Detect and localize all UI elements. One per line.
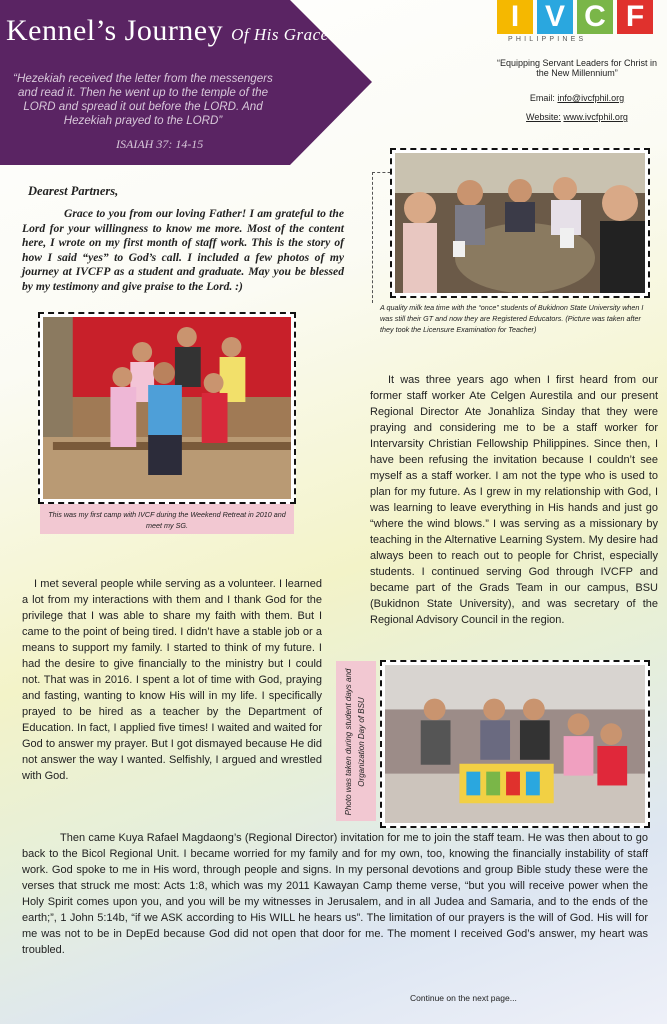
logo-subtitle: PHILIPPINES [508,36,587,43]
photo-milk-tea [390,148,650,298]
page-title [6,14,329,48]
tagline: “Equipping Servant Leaders for Christ in the New Millennium” [496,58,658,78]
greeting: Dearest Partners, [28,184,119,198]
caption-first-camp: This was my first camp with IVCF during the Weekend Retreat in 2010 and meet my SG. [40,504,294,534]
continue-note: Continue on the next page... [410,993,517,1003]
logo-letter-f: F [617,0,653,34]
email-line [492,93,662,103]
website-link[interactable]: www.ivcfphil.org [563,112,628,122]
first-camp-photo-image [43,317,291,499]
title-main: Kennel’s Journey [6,14,224,47]
website-line [492,112,662,122]
student-days-photo-image [385,665,645,823]
intro-paragraph: Grace to you from our loving Father! I am grateful to the Lord for your willingness to know me more. Most of the content here, I wrote on my first month of staff work. This is the story of how I said “yes” to God’s call. I included a few photos of my journey at IVCFP as a student and graduate. May you be blessed by my testimony and give praise to the Lord. :) [22,207,344,293]
email-link[interactable]: info@ivcfphil.org [557,93,625,103]
caption-student-days-box [336,661,376,821]
milk-tea-photo-image [395,153,645,293]
header-verse: “Hezekiah received the letter from the messengers and read it. Then he went up to the temple of the LORD and spread it out before the LORD. And Hezekiah prayed to the LORD” [13,72,273,127]
paragraph-1-text: It was three years ago when I first heard from our former staff worker Ate Celgen Aurestila and our present Regional Director Ate Jonahliza Sinday that they were praying and considering me to be a staff worker for Intervarsity Christian Fellowship Philippines. Since then, I have been refusing the invitation because I couldn’t see myself as a staff worker. I am not the type who is used to plan for my future. As I grew in my relationship with God, I was learning to leave everything in His hands and just go “where the wind blows.” I was serving as a missionary by teaching in the Alternative Learning System. My desire had always been to reach out to people for Christ, especially students. I continued serving God through IVCFP and became part of the Grads Team in our campus, BSU (Bukidnon State University), and was secretary of the Regional Advisory Council in the region. [370,374,658,626]
logo-letter-v: V [537,0,573,34]
paragraph-2: I met several people while serving as a volunteer. I learned a lot from my interactions with them and I thank God for the privilege that I was able to share my faith with them. But I came to the point of being tired. I didn’t have a stable job or a means to support my family. I started to think of my future. I had the desire to give financially to the ministry but I could not. That was in 2016. I spent a lot of time with God, praying and fasting, wanting to know His will in my life. I specifically prayed to be hired as a teacher by the Department of Education. In fact, I applied five times! I waited and waited for God to answer my prayer. But I got dismayed because He did not answer the way I wanted. Selfishly, I argued and wrestled with God. [22,578,322,782]
photo-student-days [380,660,650,828]
title-sub: Of His Grace [231,25,329,44]
email-label: Email: [529,93,555,103]
photo-first-camp [38,312,296,504]
paragraph-3: Then came Kuya Rafael Magdaong’s (Regional Director) invitation for me to join the staff team. He was then about to go back to the Bicol Regional Unit. I became worried for my family and for my own, too, knowing the financially instability of staff work. God spoke to me in His word, through people and signs. In my personal devotions and group Bible study these were the verses that struck me most: Acts 1:8, which was my 2011 Kawayan Camp theme verse, “but you will receive power when the Holy Spirit comes upon you, and you will be my witnesses in Jerusalem, and in all Judea and Samaria, and to the ends of the earth;”, 1 John 5:14b, “if we ASK according to His WILL he hears us”. The limitation of our prayers is the will of God. His will for me was not to be in DepEd because God did not open that door for me. The moment I received God’s answer, my heart was troubled. [22,832,648,956]
caption-milk-tea: A quality milk tea time with the “once” students of Bukidnon State University when I was still their GT and now they are Registered Educators. (Picture was taken after they took the Licensure Examination for Teacher) [380,303,644,334]
caption-student-days: Photo was taken during student days and Organization Day of BSU [344,668,366,816]
verse-reference: ISAIAH 37: 14-15 [116,137,204,151]
logo-letter-c: C [577,0,613,34]
website-label[interactable]: Website: [526,112,561,122]
paragraph-1 [370,372,658,628]
logo-letter-i: I [497,0,533,34]
